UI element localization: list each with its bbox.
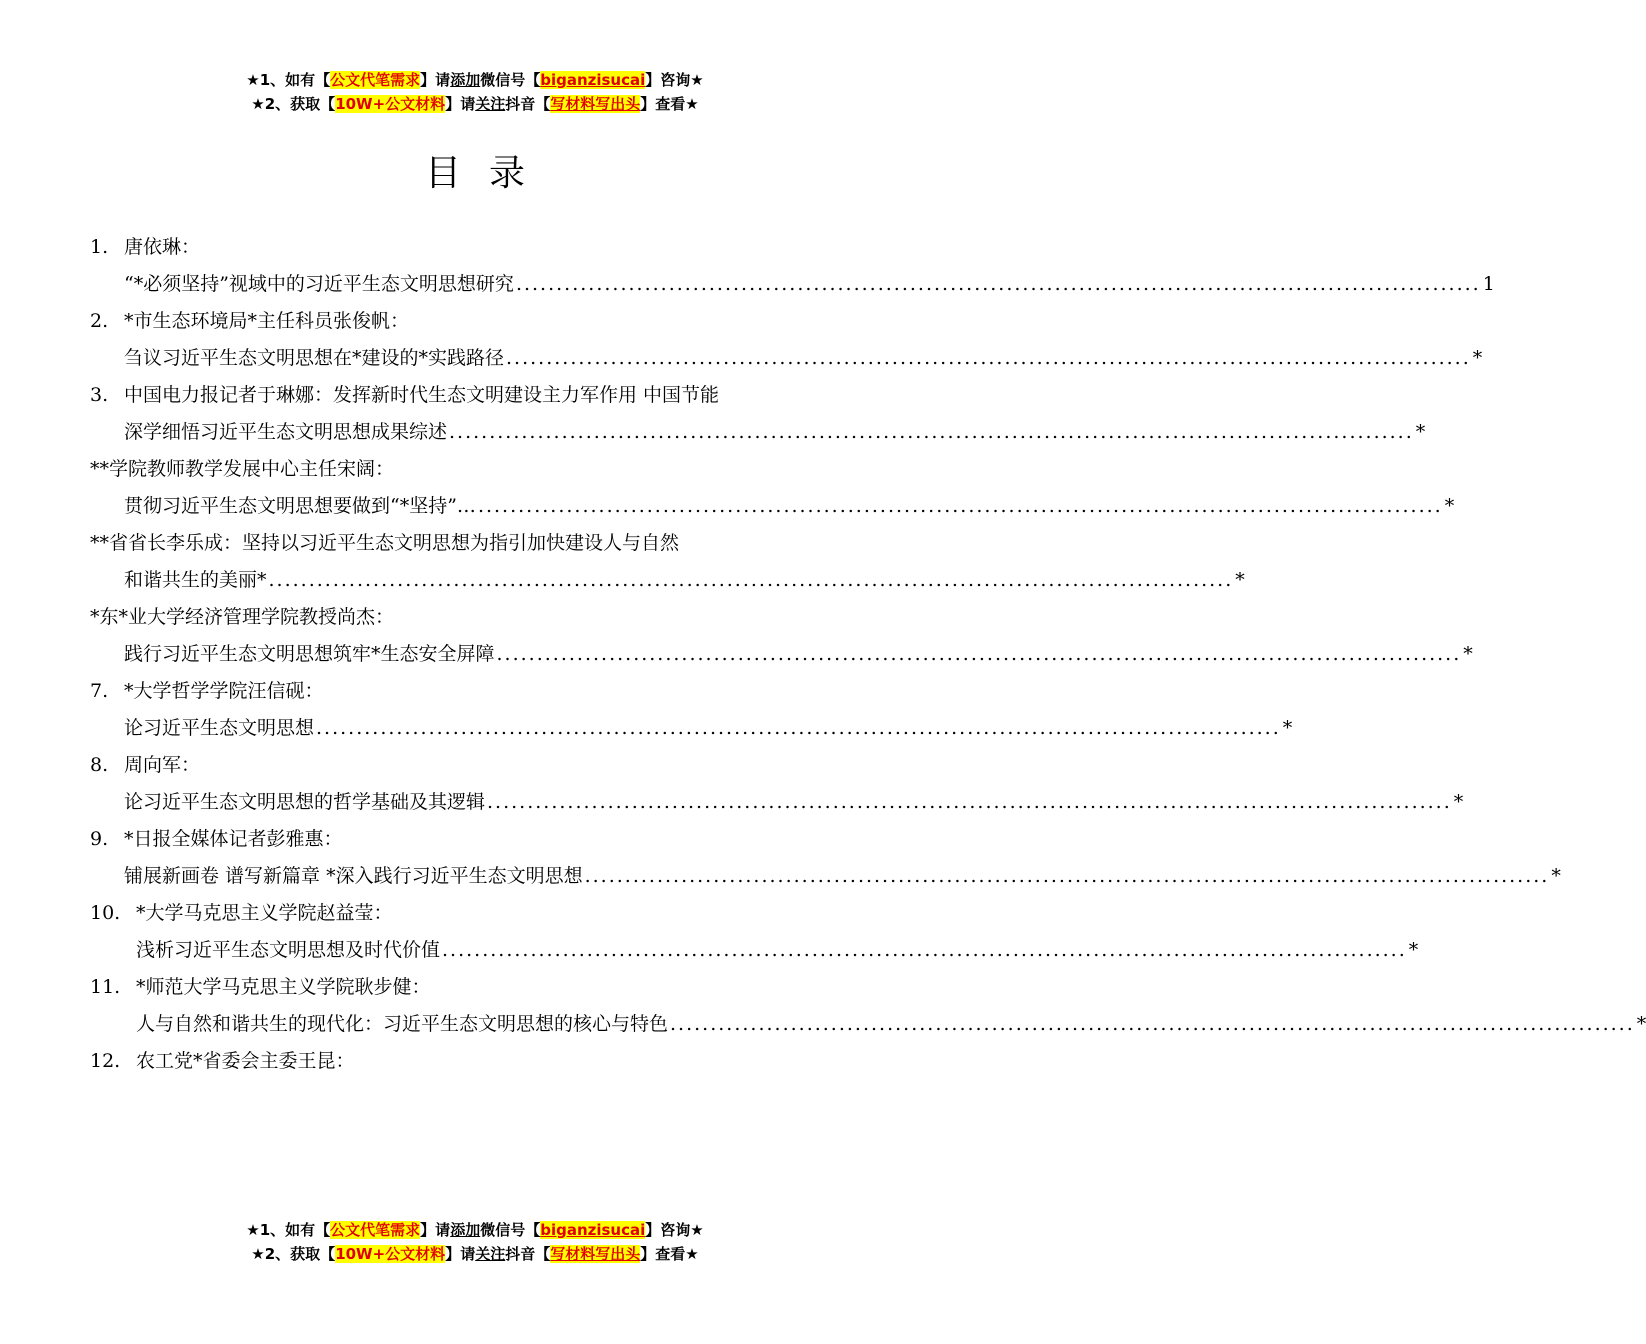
toc-entry-author	[90, 895, 860, 932]
toc-entry-title-row[interactable]	[90, 784, 1464, 821]
toc-entry-title-row[interactable]	[90, 636, 1473, 673]
toc-entry-author	[90, 673, 860, 710]
banner-text: 】查看★	[640, 95, 699, 113]
toc-page-number: *	[1453, 791, 1464, 813]
banner-text: 】咨询★	[645, 71, 704, 89]
toc-entry-title-row[interactable]	[90, 340, 1483, 377]
toc-entry-number: 8.	[90, 754, 109, 776]
toc-entry-author-text: 唐依琳：	[124, 236, 201, 258]
toc-entry-title: 论习近平生态文明思想的哲学基础及其逻辑	[124, 791, 486, 813]
toc-entry-author-text: *日报全媒体记者彭雅惠：	[124, 828, 343, 850]
toc-leader-dots: ........................................................................................................................	[496, 643, 1462, 665]
banner-text: 】咨询★	[645, 1221, 704, 1239]
toc-entry-author	[90, 451, 860, 488]
toc-entry-author	[90, 747, 860, 784]
banner-text: 】请	[445, 1245, 476, 1263]
toc-entry-author-text: 周向军：	[124, 754, 201, 776]
banner-text: 微信号【	[480, 71, 541, 89]
banner-highlight: biganzisucai	[540, 71, 646, 89]
banner-text: 抖音【	[505, 1245, 551, 1263]
banner-text: ★1、如有【	[246, 71, 331, 89]
banner-line-2	[0, 92, 950, 116]
table-of-contents	[90, 229, 1646, 1080]
toc-leader-dots: ........................................................................................................................	[506, 347, 1471, 369]
toc-entry-title-row[interactable]	[90, 932, 1419, 969]
banner-highlight: 写材料写出头	[550, 1245, 641, 1263]
toc-page-number: *	[1551, 865, 1561, 887]
toc-entry-title: 刍议习近平生态文明思想在*建设的*实践路径	[124, 347, 505, 369]
banner-text: 抖音【	[505, 95, 551, 113]
toc-entry-title: “*必须坚持”视域中的习近平生态文明思想研究	[124, 273, 514, 295]
banner-highlight: 公文代笔需求	[330, 1221, 421, 1239]
toc-entry-author-text: *大学马克思主义学院赵益莹：	[136, 902, 393, 924]
banner-line-2	[0, 1242, 950, 1266]
banner-text: 】请	[420, 1221, 451, 1239]
toc-leader-dots: ........................................................................................................................	[316, 717, 1281, 739]
toc-entry-title: 贯彻习近平生态文明思想要做到“*坚持”…	[124, 495, 476, 517]
toc-entry-author-text: *师范大学马克思主义学院耿步健：	[136, 976, 431, 998]
toc-entry-author	[90, 303, 860, 340]
toc-page-number: *	[1636, 1013, 1646, 1035]
toc-leader-dots: ........................................................................................................................	[670, 1013, 1635, 1035]
toc-entry-author-text: **学院教师教学发展中心主任宋阔：	[90, 458, 395, 480]
toc-leader-dots: ........................................................................................................................	[268, 569, 1234, 591]
toc-entry-title: 浅析习近平生态文明思想及时代价值	[136, 939, 441, 961]
toc-entry-title: 人与自然和谐共生的现代化：习近平生态文明思想的核心与特色	[136, 1013, 669, 1035]
toc-entry-author-text: *东*业大学经济管理学院教授尚杰：	[90, 606, 395, 628]
toc-entry-number: 11.	[90, 976, 121, 998]
banner-highlight: 公文代笔需求	[330, 71, 421, 89]
banner-underline: 添加	[450, 71, 481, 89]
toc-entry-author	[90, 1043, 860, 1080]
toc-entry-author-text: *大学哲学学院汪信砚：	[124, 680, 324, 702]
toc-leader-dots: ........................................................................................................................	[442, 939, 1407, 961]
banner-highlight: biganzisucai	[540, 1221, 646, 1239]
toc-leader-dots: ........................................................................................................................	[487, 791, 1452, 813]
toc-entry-author	[90, 969, 860, 1006]
toc-entry-title: 和谐共生的美丽*	[124, 569, 267, 591]
banner-underline: 关注	[475, 1245, 506, 1263]
toc-entry-title-row[interactable]	[90, 562, 1245, 599]
toc-entry-number: 12.	[90, 1050, 121, 1072]
banner-underline: 添加	[450, 1221, 481, 1239]
toc-page-number: *	[1463, 643, 1473, 665]
banner-line-1	[0, 1218, 950, 1242]
toc-entry-author	[90, 821, 860, 858]
toc-entry-number: 7.	[90, 680, 109, 702]
banner-line-1	[0, 68, 950, 92]
toc-page-number: *	[1472, 347, 1483, 369]
toc-entry-title: 深学细悟习近平生态文明思想成果综述	[124, 421, 448, 443]
banner-text: 】请	[420, 71, 451, 89]
toc-entry-author	[90, 229, 860, 266]
toc-entry-number: 10.	[90, 902, 121, 924]
toc-entry-title-row[interactable]	[90, 710, 1293, 747]
toc-entry-title-row[interactable]	[90, 858, 1561, 895]
toc-entry-number: 3.	[90, 384, 109, 406]
toc-entry-number: 2.	[90, 310, 109, 332]
footer-banner	[0, 1218, 950, 1266]
toc-leader-dots: ........................................................................................................................	[515, 273, 1481, 295]
banner-text: ★1、如有【	[246, 1221, 331, 1239]
toc-entry-author-text: **省省长李乐成：坚持以习近平生态文明思想为指引加快建设人与自然	[90, 532, 680, 554]
banner-highlight: 10W+公文材料	[335, 1245, 446, 1263]
header-banner	[0, 68, 950, 116]
banner-text: ★2、获取【	[251, 95, 336, 113]
banner-highlight: 10W+公文材料	[335, 95, 446, 113]
banner-underline: 关注	[475, 95, 506, 113]
toc-page-number: *	[1415, 421, 1426, 443]
toc-entry-title-row[interactable]	[90, 414, 1426, 451]
toc-entry-number: 1.	[90, 236, 109, 258]
toc-leader-dots: ........................................................................................................................	[449, 421, 1414, 443]
toc-page-number: 1	[1482, 273, 1495, 295]
toc-page-number: *	[1282, 717, 1293, 739]
toc-leader-dots: ........................................................................................................................	[477, 495, 1443, 517]
toc-page-number: *	[1235, 569, 1245, 591]
toc-entry-number: 9.	[90, 828, 109, 850]
banner-text: ★2、获取【	[251, 1245, 336, 1263]
banner-highlight: 写材料写出头	[550, 95, 641, 113]
page-title: 目录	[424, 153, 553, 194]
toc-entry-author	[90, 525, 860, 562]
toc-entry-title-row[interactable]	[90, 488, 1455, 525]
toc-entry-title: 论习近平生态文明思想	[124, 717, 315, 739]
toc-entry-title-row[interactable]	[90, 266, 1495, 303]
toc-leader-dots: ........................................................................................................................	[584, 865, 1550, 887]
toc-entry-author	[90, 377, 860, 414]
toc-entry-title: 践行习近平生态文明思想筑牢*生态安全屏障	[124, 643, 495, 665]
toc-page-number: *	[1408, 939, 1419, 961]
banner-text: 】查看★	[640, 1245, 699, 1263]
banner-text: 微信号【	[480, 1221, 541, 1239]
toc-page-number: *	[1444, 495, 1455, 517]
toc-entry-author-text: 中国电力报记者于琳娜：发挥新时代生态文明建设主力军作用 中国节能	[124, 384, 720, 406]
toc-entry-author	[90, 599, 860, 636]
banner-text: 】请	[445, 95, 476, 113]
toc-entry-title: 铺展新画卷 谱写新篇章 *深入践行习近平生态文明思想	[124, 865, 583, 887]
toc-entry-author-text: 农工党*省委会主委王昆：	[136, 1050, 355, 1072]
toc-entry-author-text: *市生态环境局*主任科员张俊帆：	[124, 310, 410, 332]
toc-entry-title-row[interactable]	[90, 1006, 1646, 1043]
